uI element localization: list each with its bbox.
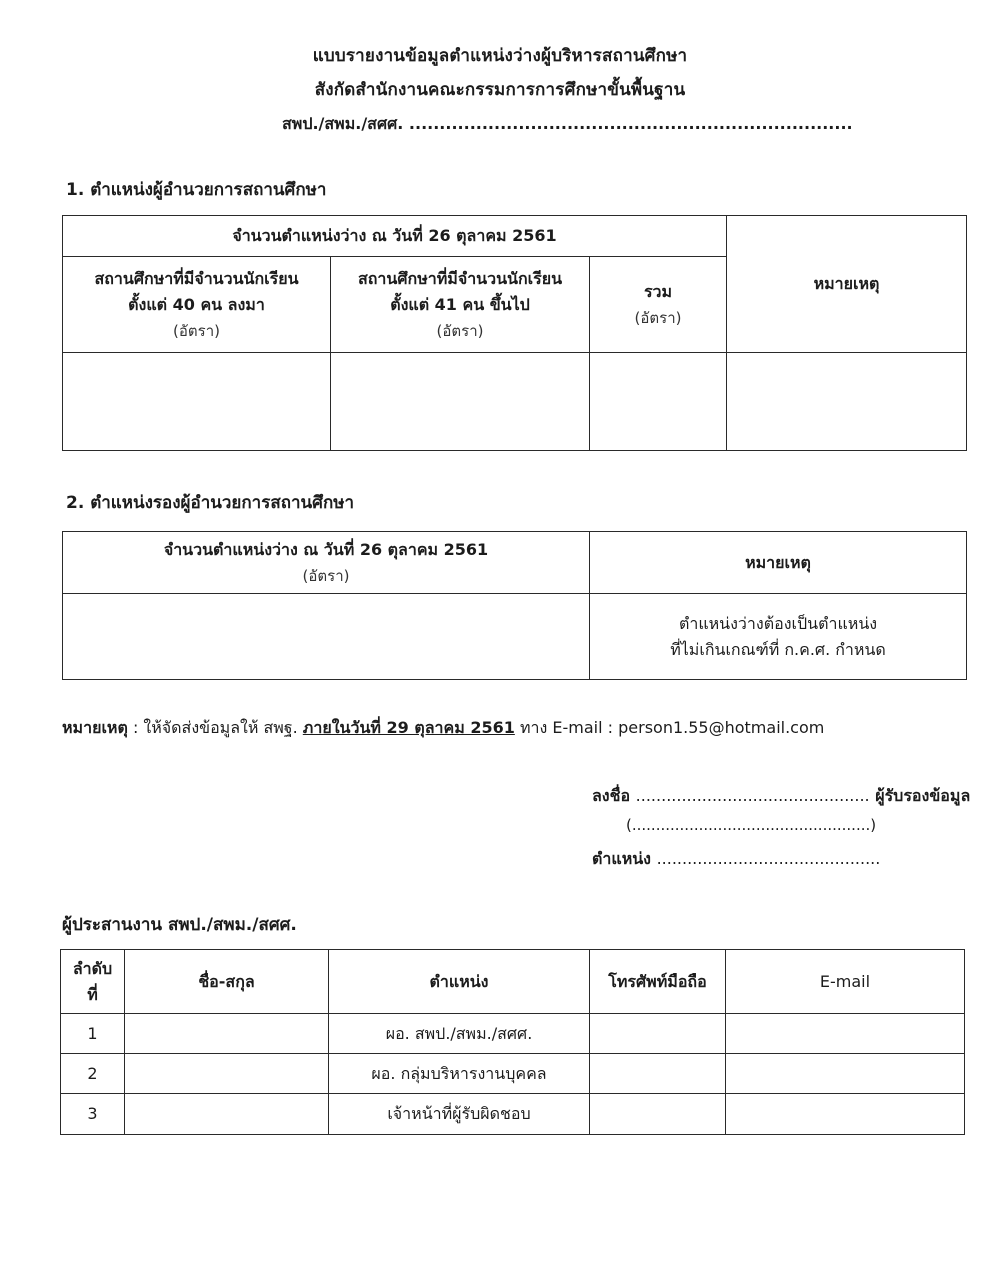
row-phone-input[interactable] xyxy=(590,1054,726,1094)
col-no-line1: ลำดับ xyxy=(72,958,113,978)
sign-label: ลงชื่อ xyxy=(592,786,631,805)
row-no: 1 xyxy=(61,1014,125,1054)
area-office-label: สพป./สพม./สศศ. xyxy=(282,114,404,133)
coordinators-heading: ผู้ประสานงาน สพป./สพม./สศศ. xyxy=(62,915,297,935)
note-text1: : ให้จัดส่งข้อมูลให้ สพฐ. xyxy=(132,718,298,737)
col3-line1: รวม xyxy=(643,281,673,301)
certifier-label: ผู้รับรองข้อมูล xyxy=(875,786,971,805)
section1-input-large[interactable] xyxy=(331,353,590,451)
col-no-line2: ที่ xyxy=(87,984,98,1004)
position-blank[interactable]: ............................................ xyxy=(656,849,881,868)
row-name-input[interactable] xyxy=(125,1094,329,1135)
row-email-input[interactable] xyxy=(726,1054,965,1094)
section2-heading: 2. ตำแหน่งรองผู้อำนวยการสถานศึกษา xyxy=(66,493,355,513)
note-email[interactable]: person1.55@hotmail.com xyxy=(618,718,825,737)
note-deadline: ภายในวันที่ 29 ตุลาคม 2561 xyxy=(302,718,515,737)
col2-line1: สถานศึกษาที่มีจำนวนนักเรียน xyxy=(357,268,563,288)
section2-count-header xyxy=(63,532,590,594)
submission-note xyxy=(62,716,824,741)
row-position: เจ้าหน้าที่ผู้รับผิดชอบ xyxy=(329,1094,590,1135)
sign-blank[interactable]: .............................................. xyxy=(635,786,870,805)
col-header-phone: โทรศัพท์มือถือ xyxy=(590,950,726,1014)
row-email-input[interactable] xyxy=(726,1014,965,1054)
area-office-line xyxy=(282,112,853,137)
section1-col-total xyxy=(590,257,727,353)
table-row xyxy=(61,1094,965,1135)
section1-group-header: จำนวนตำแหน่งว่าง ณ วันที่ 26 ตุลาคม 2561 xyxy=(63,216,727,257)
row-no: 3 xyxy=(61,1094,125,1135)
col1-line2: ตั้งแต่ 40 คน ลงมา xyxy=(128,294,265,314)
row-email-input[interactable] xyxy=(726,1094,965,1135)
form-title: แบบรายงานข้อมูลตำแหน่งว่างผู้บริหารสถานศึกษา xyxy=(312,46,688,66)
section1-heading: 1. ตำแหน่งผู้อำนวยการสถานศึกษา xyxy=(66,180,327,200)
section1-col-small-school xyxy=(63,257,331,353)
section2-remark-header: หมายเหตุ xyxy=(590,532,967,594)
note-text2: ทาง E-mail : xyxy=(519,718,614,737)
col-header-name: ชื่อ-สกุล xyxy=(125,950,329,1014)
col3-unit: (อัตรา) xyxy=(634,308,682,327)
section1-input-small[interactable] xyxy=(63,353,331,451)
col-header-position: ตำแหน่ง xyxy=(329,950,590,1014)
section2-header-line1: จำนวนตำแหน่งว่าง ณ วันที่ 26 ตุลาคม 2561 xyxy=(163,539,489,559)
table-row xyxy=(61,1054,965,1094)
section2-table xyxy=(62,531,967,680)
section2-remark-line2: ที่ไม่เกินเกณฑ์ที่ ก.ค.ศ. กำหนด xyxy=(670,639,886,659)
coordinators-table xyxy=(60,949,965,1135)
section1-col-large-school xyxy=(331,257,590,353)
row-phone-input[interactable] xyxy=(590,1014,726,1054)
col-header-no xyxy=(61,950,125,1014)
section2-input-count[interactable] xyxy=(63,594,590,680)
section2-remark xyxy=(590,594,967,680)
section1-input-total[interactable] xyxy=(590,353,727,451)
row-name-input[interactable] xyxy=(125,1054,329,1094)
section2-remark-line1: ตำแหน่งว่างต้องเป็นตำแหน่ง xyxy=(678,613,878,633)
form-subtitle: สังกัดสำนักงานคณะกรรมการการศึกษาขั้นพื้นฐาน xyxy=(314,80,686,100)
area-office-blank[interactable]: ......................................................................... xyxy=(408,114,853,133)
col-header-email: E-mail xyxy=(726,950,965,1014)
position-label: ตำแหน่ง xyxy=(592,849,651,868)
section2-header-unit: (อัตรา) xyxy=(302,566,350,585)
signer-name-blank[interactable]: (..................................................) xyxy=(626,816,877,834)
section1-remark-header: หมายเหตุ xyxy=(727,216,967,353)
col1-unit: (อัตรา) xyxy=(173,321,220,340)
section1-input-remark[interactable] xyxy=(727,353,967,451)
row-name-input[interactable] xyxy=(125,1014,329,1054)
row-position: ผอ. กลุ่มบริหารงานบุคคล xyxy=(329,1054,590,1094)
row-position: ผอ. สพป./สพม./สศศ. xyxy=(329,1014,590,1054)
col1-line1: สถานศึกษาที่มีจำนวนนักเรียน xyxy=(94,268,299,288)
section1-table xyxy=(62,215,967,451)
col2-line2: ตั้งแต่ 41 คน ขึ้นไป xyxy=(390,294,530,314)
row-phone-input[interactable] xyxy=(590,1094,726,1135)
note-label: หมายเหตุ xyxy=(62,718,128,737)
position-line xyxy=(592,847,880,872)
row-no: 2 xyxy=(61,1054,125,1094)
table-row xyxy=(61,1014,965,1054)
signature-line xyxy=(592,784,970,809)
col2-unit: (อัตรา) xyxy=(436,321,484,340)
